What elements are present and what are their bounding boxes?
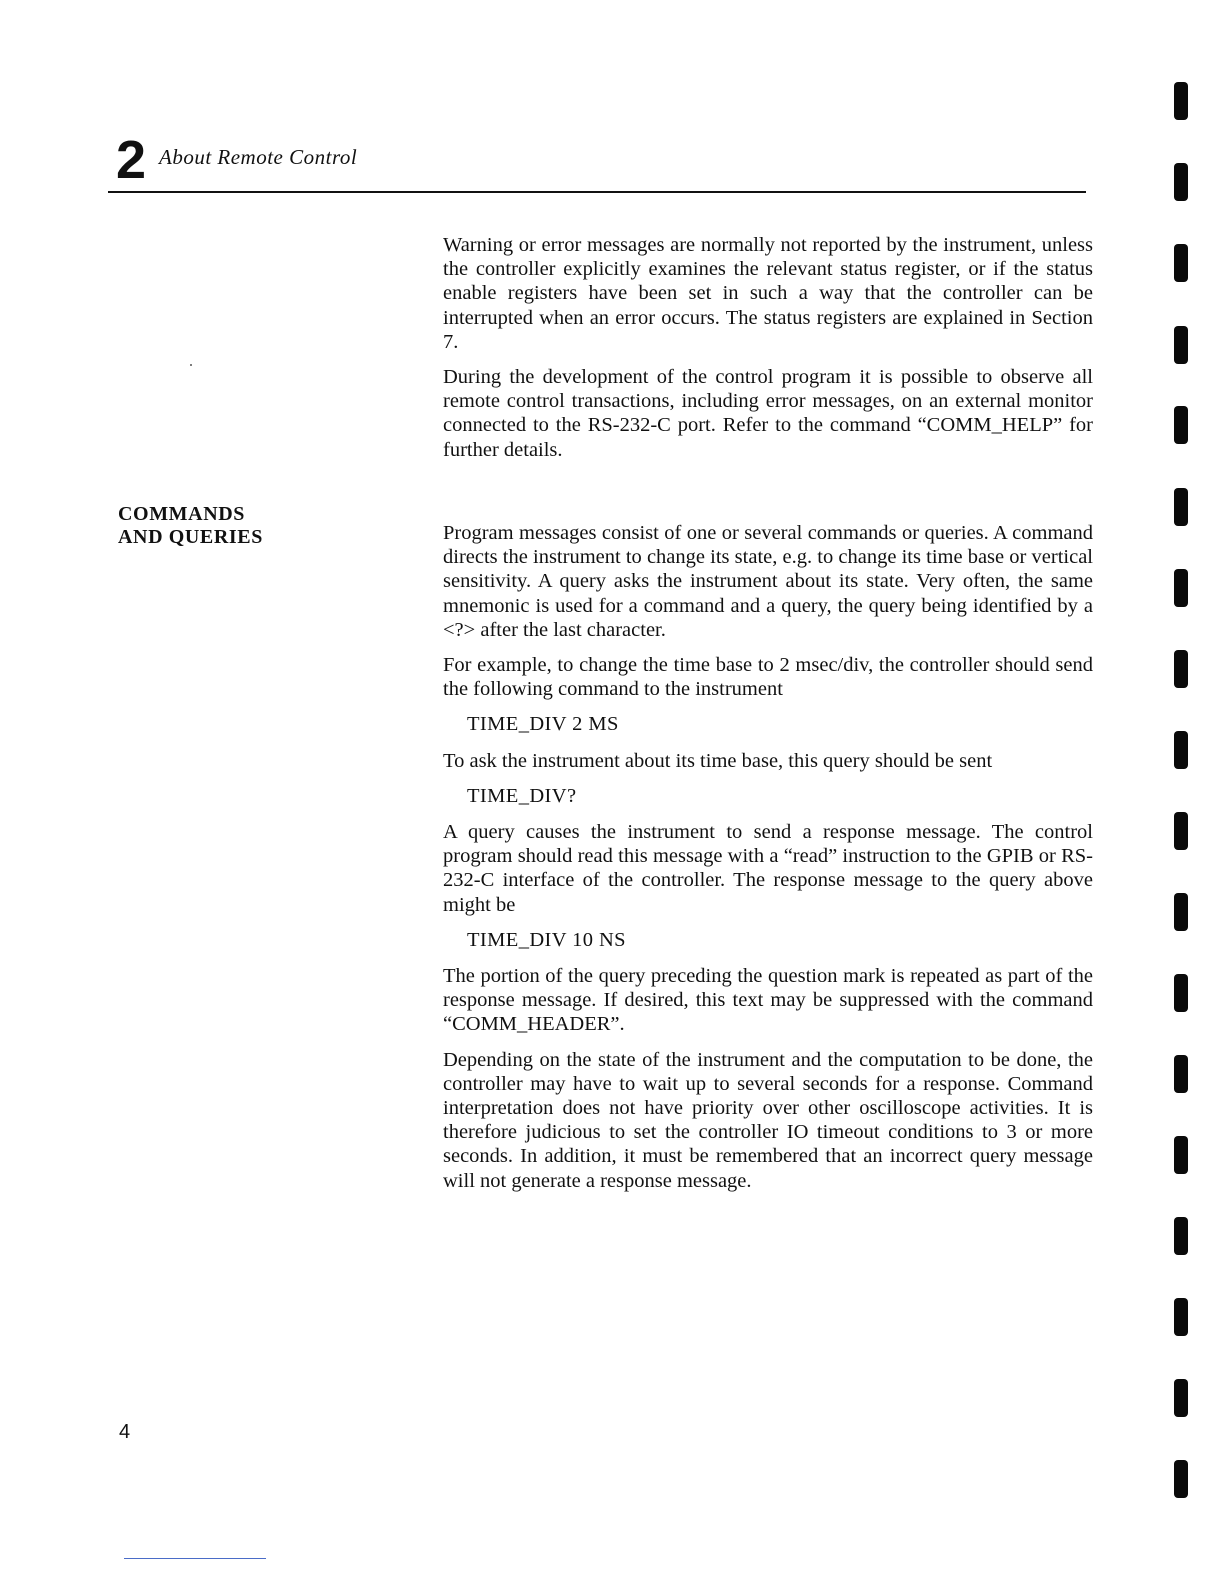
binder-hole-marks <box>1174 0 1194 1584</box>
scan-speck <box>190 364 192 366</box>
binder-mark <box>1174 1055 1188 1093</box>
binder-mark <box>1174 731 1188 769</box>
binder-mark <box>1174 1379 1188 1417</box>
binder-mark <box>1174 650 1188 688</box>
code-example: TIME_DIV 10 NS <box>467 928 626 951</box>
body-paragraph: The portion of the query preceding the question mark is repeated as part of the response message. If desired, this text may be suppressed with the command “COMM_HEADER”. <box>443 965 1093 1036</box>
body-paragraph: A query causes the instrument to send a response message. The control program should read this message with a “read” instruction to the GPIB or RS-232-C interface of the controller. The response message to the query above might be <box>443 821 1093 916</box>
binder-mark <box>1174 812 1188 850</box>
warning-paragraph: Warning or error messages are normally not reported by the instrument, unless the controller explicitly examines the relevant status register, or if the status enable registers have been set in such a way that the controller can be interrupted when an error occurs. The status registers are explained in Section 7. <box>443 234 1093 353</box>
binder-mark <box>1174 569 1188 607</box>
binder-mark <box>1174 406 1188 444</box>
binder-mark <box>1174 326 1188 364</box>
section-heading <box>118 503 263 549</box>
section-body <box>443 521 1093 1204</box>
scan-edge-line <box>124 1558 266 1559</box>
binder-mark <box>1174 974 1188 1012</box>
body-paragraph: For example, to change the time base to 2 msec/div, the controller should send the following command to the instrument <box>443 654 1093 701</box>
body-paragraph: Depending on the state of the instrument and the computation to be done, the controller may have to wait up to several seconds for a response. Command interpretation does not have priority over other oscilloscope activities. It is therefore judicious to set the controller IO timeout conditions to 3 or more seconds. In addition, it must be remembered that an incorrect query message will not generate a response message. <box>443 1048 1093 1192</box>
binder-mark <box>1174 1460 1188 1498</box>
binder-mark <box>1174 488 1188 526</box>
binder-mark <box>1174 1298 1188 1336</box>
section-heading-line2: AND QUERIES <box>118 526 263 548</box>
body-paragraph: To ask the instrument about its time base, this query should be sent <box>443 749 993 772</box>
page-header <box>112 132 1092 188</box>
section-heading-line1: COMMANDS <box>118 503 246 525</box>
header-rule <box>108 191 1086 193</box>
code-example: TIME_DIV? <box>467 784 577 807</box>
page-number: 4 <box>119 1421 131 1443</box>
chapter-title: About Remote Control <box>159 145 358 169</box>
binder-mark <box>1174 82 1188 120</box>
binder-mark <box>1174 163 1188 201</box>
binder-mark <box>1174 1217 1188 1255</box>
body-paragraph: Program messages consist of one or several commands or queries. A command directs the instrument to change its state, e.g. to change its time base or vertical sensitivity. A query asks the instrument about its state. Very often, the same mnemonic is used for a command and a query, the query being identified by a <?> after the last character. <box>443 522 1093 641</box>
binder-mark <box>1174 893 1188 931</box>
intro-text-column <box>443 233 1093 473</box>
binder-mark <box>1174 244 1188 282</box>
development-paragraph: During the development of the control program it is possible to observe all remote control transactions, including error messages, on an external monitor connected to the RS-232-C port. Refer to the command “COMM_HELP” for further details. <box>443 366 1093 461</box>
binder-mark <box>1174 1136 1188 1174</box>
code-example: TIME_DIV 2 MS <box>467 713 619 736</box>
chapter-number: 2 <box>116 130 147 190</box>
